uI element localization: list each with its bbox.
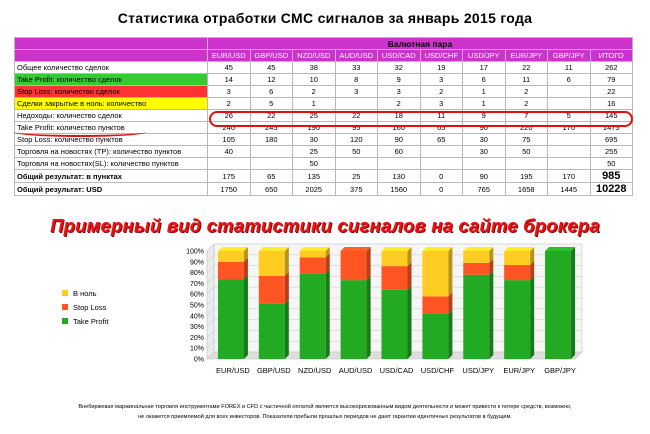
bar-segment [259, 276, 285, 304]
bar-segment [504, 251, 530, 265]
bar-segment-side [285, 300, 289, 359]
bar-segment-side [448, 247, 452, 296]
y-tick-label: 20% [189, 334, 204, 342]
bar-segment [463, 275, 489, 359]
bar-segment-side [408, 262, 412, 290]
table-cell: 2 [208, 98, 251, 110]
table-row [15, 62, 633, 74]
legend-swatch [62, 304, 68, 310]
y-tick-label: 30% [189, 324, 204, 332]
highlight-underline [14, 127, 146, 137]
table-row [15, 86, 633, 98]
bar-top [504, 247, 534, 251]
table-row [15, 74, 633, 86]
table-cell: 26 [208, 110, 251, 122]
bar-top [341, 247, 371, 251]
x-tick-label: EUR/JPY [503, 366, 536, 375]
corner-cell [15, 38, 208, 50]
legend-swatch [62, 318, 68, 324]
bar-segment [422, 314, 448, 359]
legend-item-stop-loss [62, 300, 108, 314]
x-tick-label: EUR/USD [216, 366, 250, 375]
bar-segment [218, 262, 244, 279]
bar-segment [341, 280, 367, 359]
table-cell: 6 [463, 74, 506, 86]
bar-top [300, 247, 330, 251]
table-cell: 3 [420, 74, 463, 86]
table-cell: 11 [505, 74, 548, 86]
table-cell [463, 158, 506, 170]
table-cell: 180 [250, 134, 293, 146]
table-cell: 3 [420, 98, 463, 110]
row-label: Общее количество сделок [15, 62, 208, 74]
table-cell: 45 [250, 62, 293, 74]
table-cell: 2025 [293, 183, 336, 196]
table-cell: 8 [335, 74, 378, 86]
table-cell: 50 [590, 158, 633, 170]
table-cell: 2 [293, 86, 336, 98]
table-cell [378, 158, 421, 170]
table-cell: 16 [590, 98, 633, 110]
bar-segment [341, 251, 367, 280]
table-cell: 14 [208, 74, 251, 86]
table-cell [548, 134, 591, 146]
table-cell: 25 [335, 170, 378, 183]
table-cell: 375 [335, 183, 378, 196]
table-cell: 45 [208, 62, 251, 74]
row-label: Общий результат: USD [15, 183, 208, 196]
table-cell: 120 [335, 134, 378, 146]
table-cell: 1 [463, 98, 506, 110]
table-cell: 1445 [548, 183, 591, 196]
table-cell: 79 [590, 74, 633, 86]
y-tick-label: 40% [189, 313, 204, 321]
table-cell: 40 [208, 146, 251, 158]
bar-segment [382, 266, 408, 290]
table-cell: 1 [463, 86, 506, 98]
bar-segment [382, 290, 408, 359]
table-cell: 1750 [208, 183, 251, 196]
table-cell: 2 [505, 86, 548, 98]
table-cell: 12 [250, 74, 293, 86]
table-cell: 25 [293, 110, 336, 122]
bar-segment-side [367, 247, 371, 280]
table-cell: 695 [590, 134, 633, 146]
table-cell: 765 [463, 183, 506, 196]
bar-segment [382, 251, 408, 266]
table-cell: 1475 [590, 122, 633, 134]
bar-segment-side [285, 272, 289, 304]
table-cell: 7 [505, 110, 548, 122]
bar-segment-side [326, 270, 330, 359]
table-cell [335, 158, 378, 170]
table-row [15, 146, 633, 158]
row-label: Сделки закрытые в ноль: количество [15, 98, 208, 110]
bar-segment [422, 251, 448, 296]
y-tick-label: 90% [189, 259, 204, 267]
column-header: USD/CHF [420, 50, 463, 62]
bar-segment-side [489, 271, 493, 359]
table-cell [505, 158, 548, 170]
y-tick-label: 50% [189, 302, 204, 310]
table-cell: 160 [378, 122, 421, 134]
table-cell: 2 [505, 98, 548, 110]
bar-segment [259, 304, 285, 359]
bar-top [545, 247, 575, 251]
bar-segment [545, 251, 571, 359]
table-cell: 75 [505, 134, 548, 146]
table-cell: 90 [463, 122, 506, 134]
table-cell: 30 [463, 134, 506, 146]
disclaimer [60, 402, 590, 422]
table-cell: 5 [548, 110, 591, 122]
table-cell: 32 [378, 62, 421, 74]
table-cell [420, 158, 463, 170]
table-cell: 0 [420, 183, 463, 196]
bar-segment-side [530, 276, 534, 359]
y-tick-label: 80% [189, 270, 204, 278]
column-header: USD/JPY [463, 50, 506, 62]
table-cell: 1560 [378, 183, 421, 196]
bar-segment [422, 296, 448, 313]
table-row [15, 170, 633, 183]
table-cell: 135 [293, 170, 336, 183]
table-cell: 170 [548, 122, 591, 134]
bar-segment-side [367, 276, 371, 359]
disclaimer-line: не окажется приемлемой для всех инвесторов. Показатели прибыли прошлых периодов не дают гарантии идентичных результатов в будущем. [138, 414, 512, 420]
bar-segment [259, 251, 285, 276]
y-tick-label: 0% [193, 356, 204, 364]
bar-segment [218, 279, 244, 359]
table-row [15, 183, 633, 196]
table-cell [420, 146, 463, 158]
table-cell: 220 [505, 122, 548, 134]
table-cell: 25 [293, 146, 336, 158]
table-cell [250, 146, 293, 158]
promo-heading: Примерный вид статистики сигналов на сайте брокера [50, 215, 600, 236]
page-title: Статистика отработки СМС сигналов за январь 2015 года [117, 10, 533, 26]
bar-top [382, 247, 412, 251]
bar-segment [504, 265, 530, 280]
column-header: NZD/USD [293, 50, 336, 62]
table-cell [548, 146, 591, 158]
chart-legend [62, 286, 108, 328]
column-header: EUR/JPY [505, 50, 548, 62]
legend-label: В ноль [73, 288, 97, 298]
table-cell: 22 [335, 110, 378, 122]
table-cell: 11 [548, 62, 591, 74]
table-cell: 190 [293, 122, 336, 134]
x-tick-label: GBP/JPY [544, 366, 576, 375]
table-cell: 50 [293, 158, 336, 170]
table-cell: 240 [208, 122, 251, 134]
legend-item-take-profit [62, 314, 108, 328]
x-tick-label: USD/CHF [420, 366, 455, 375]
column-header: EUR/USD [208, 50, 251, 62]
row-label: Stop Loss: количество пунктов [15, 134, 208, 146]
table-cell: 10 [293, 74, 336, 86]
bar-segment [463, 251, 489, 263]
table-cell: 985 [590, 170, 633, 183]
table-cell [335, 98, 378, 110]
table-cell: 90 [378, 134, 421, 146]
table-cell: 65 [420, 122, 463, 134]
table-cell: 30 [293, 134, 336, 146]
table-cell: 175 [208, 170, 251, 183]
bar-segment-side [244, 275, 248, 359]
y-tick-label: 100% [186, 248, 204, 256]
disclaimer-line: Внебиржевая маржинальная торговля инструментами FOREX и CFD с частичной оплатой является высокорискованным видом деятельности и может привести к потере средств, возможно, [78, 404, 572, 410]
y-tick-label: 70% [189, 280, 204, 288]
bar-top [463, 247, 493, 251]
column-header: USD/CAD [378, 50, 421, 62]
bar-segment-side [571, 247, 575, 359]
table-cell: 255 [590, 146, 633, 158]
corner-cell [15, 50, 208, 62]
table-cell: 5 [250, 98, 293, 110]
table-cell [250, 158, 293, 170]
legend-swatch [62, 290, 68, 296]
table-cell: 130 [378, 170, 421, 183]
table-cell: 33 [335, 62, 378, 74]
table-row [15, 98, 633, 110]
bar-segment [463, 263, 489, 275]
table-cell: 170 [548, 170, 591, 183]
table-cell: 6 [548, 74, 591, 86]
table-cell: 18 [378, 110, 421, 122]
row-label: Недоходы: количество сделок [15, 110, 208, 122]
table-cell: 50 [335, 146, 378, 158]
table-cell: 1 [293, 98, 336, 110]
table-cell: 1658 [505, 183, 548, 196]
table-cell [548, 98, 591, 110]
bar-top [218, 247, 248, 251]
table-cell: 11 [420, 110, 463, 122]
column-header: ИТОГО [590, 50, 633, 62]
table-cell: 95 [335, 122, 378, 134]
bar-segment-side [285, 247, 289, 276]
column-header: GBP/USD [250, 50, 293, 62]
table-cell: 9 [378, 74, 421, 86]
highlight-oval [209, 111, 633, 127]
table-cell: 65 [420, 134, 463, 146]
row-label: Take Profit: количество сделок [15, 74, 208, 86]
column-header: AUD/USD [335, 50, 378, 62]
x-tick-label: USD/CAD [379, 366, 414, 375]
table-cell: 38 [293, 62, 336, 74]
table-cell: 22 [250, 110, 293, 122]
row-label: Торговля на новостях(SL): количество пунктов [15, 158, 208, 170]
legend-label: Take Profit [73, 316, 109, 326]
x-tick-label: NZD/USD [298, 366, 332, 375]
table-cell: 90 [463, 170, 506, 183]
row-label: Торговля на новостях (TP): количество пунктов [15, 146, 208, 158]
legend-label: Stop Loss [73, 302, 107, 312]
y-tick-label: 10% [189, 345, 204, 353]
table-cell: 262 [590, 62, 633, 74]
pair-header: Валютная пара [208, 38, 633, 50]
table-cell: 3 [378, 86, 421, 98]
table-cell: 10228 [590, 183, 633, 196]
table-row [15, 158, 633, 170]
bar-segment [300, 257, 326, 273]
table-cell: 9 [463, 110, 506, 122]
table-cell [548, 158, 591, 170]
row-label: Stop Loss: количество сделок [15, 86, 208, 98]
table-cell: 50 [505, 146, 548, 158]
bar-top [422, 247, 452, 251]
bar-segment [300, 274, 326, 359]
table-cell [208, 158, 251, 170]
table-cell: 30 [463, 146, 506, 158]
row-label: Общий результат: в пунктах [15, 170, 208, 183]
table-cell: 22 [590, 86, 633, 98]
table-cell: 6 [250, 86, 293, 98]
table-cell: 60 [378, 146, 421, 158]
table-cell: 2 [378, 98, 421, 110]
table-cell: 2 [420, 86, 463, 98]
table-cell: 650 [250, 183, 293, 196]
table-cell: 105 [208, 134, 251, 146]
bar-top [259, 247, 289, 251]
table-cell [548, 86, 591, 98]
bar-segment [218, 251, 244, 262]
table-cell: 19 [420, 62, 463, 74]
column-header: GBP/JPY [548, 50, 591, 62]
table-cell: 245 [250, 122, 293, 134]
y-tick-label: 60% [189, 291, 204, 299]
row-label: Take Profit: количество пунктов [15, 122, 208, 134]
table-cell: 0 [420, 170, 463, 183]
table-cell: 145 [590, 110, 633, 122]
bar-segment [300, 251, 326, 257]
table-cell: 65 [250, 170, 293, 183]
legend-item-zero [62, 286, 108, 300]
table-cell: 17 [463, 62, 506, 74]
x-tick-label: USD/JPY [462, 366, 495, 375]
table-cell: 195 [505, 170, 548, 183]
bar-segment-side [448, 310, 452, 359]
x-tick-label: AUD/USD [338, 366, 373, 375]
table-cell: 3 [335, 86, 378, 98]
table-cell: 22 [505, 62, 548, 74]
bar-segment-side [408, 286, 412, 359]
x-tick-label: GBP/USD [256, 366, 291, 375]
bar-segment [504, 280, 530, 359]
table-cell: 3 [208, 86, 251, 98]
